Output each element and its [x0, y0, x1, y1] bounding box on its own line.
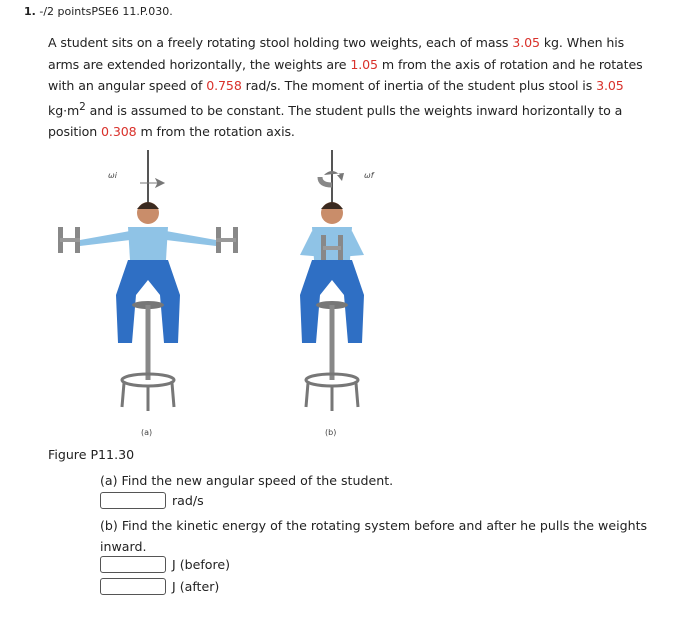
points: -/2 points	[39, 5, 92, 18]
question-header	[24, 5, 173, 18]
figure-illustration	[40, 145, 400, 445]
radius-initial-value: 1.05	[350, 56, 378, 72]
student-arms-pulled-in	[300, 150, 375, 437]
svg-text:ωf: ωf	[364, 171, 374, 180]
svg-text:(a): (a)	[141, 428, 153, 437]
question-number: 1.	[24, 5, 36, 18]
question-b: (b) Find the kinetic energy of the rotating system before and after he pulls the weights inward.	[100, 518, 648, 554]
radius-final-value: 0.308	[101, 124, 137, 140]
problem-text: A student sits on a freely rotating stool holding two weights, each of mass 3.05 kg. When his arms are extended horizontally, the weights are 1.05 m from the axis of rotation and he rotates with an angular speed of 0.758 rad/s. The moment of inertia of the student plus stool is 3.05 $kg\cdot m^2$ and is assumed to be constant. The student pulls the weights inward horizontally to a position 0.308 m from the rotation axis.	[48, 35, 643, 140]
angular-speed-value: 0.758	[206, 78, 242, 93]
svg-text:(b): (b)	[325, 428, 337, 437]
ke-before-input[interactable]	[100, 556, 166, 573]
ke-after-input[interactable]	[100, 578, 166, 595]
figure-caption: Figure P11.30	[48, 447, 135, 462]
unit-before: J (before)	[172, 557, 231, 572]
angular-speed-input[interactable]	[100, 492, 166, 509]
inertia-value: 3.05	[596, 78, 624, 93]
unit-rad-s: rad/s	[172, 493, 204, 508]
unit-after: J (after)	[172, 579, 220, 594]
student-arms-extended	[58, 150, 238, 437]
mass-value: 3.05	[512, 35, 540, 50]
problem-code: PSE6 11.P.030.	[91, 5, 173, 18]
question-a: (a) Find the new angular speed of the student.	[100, 473, 394, 488]
svg-text:ωi: ωi	[108, 171, 117, 180]
